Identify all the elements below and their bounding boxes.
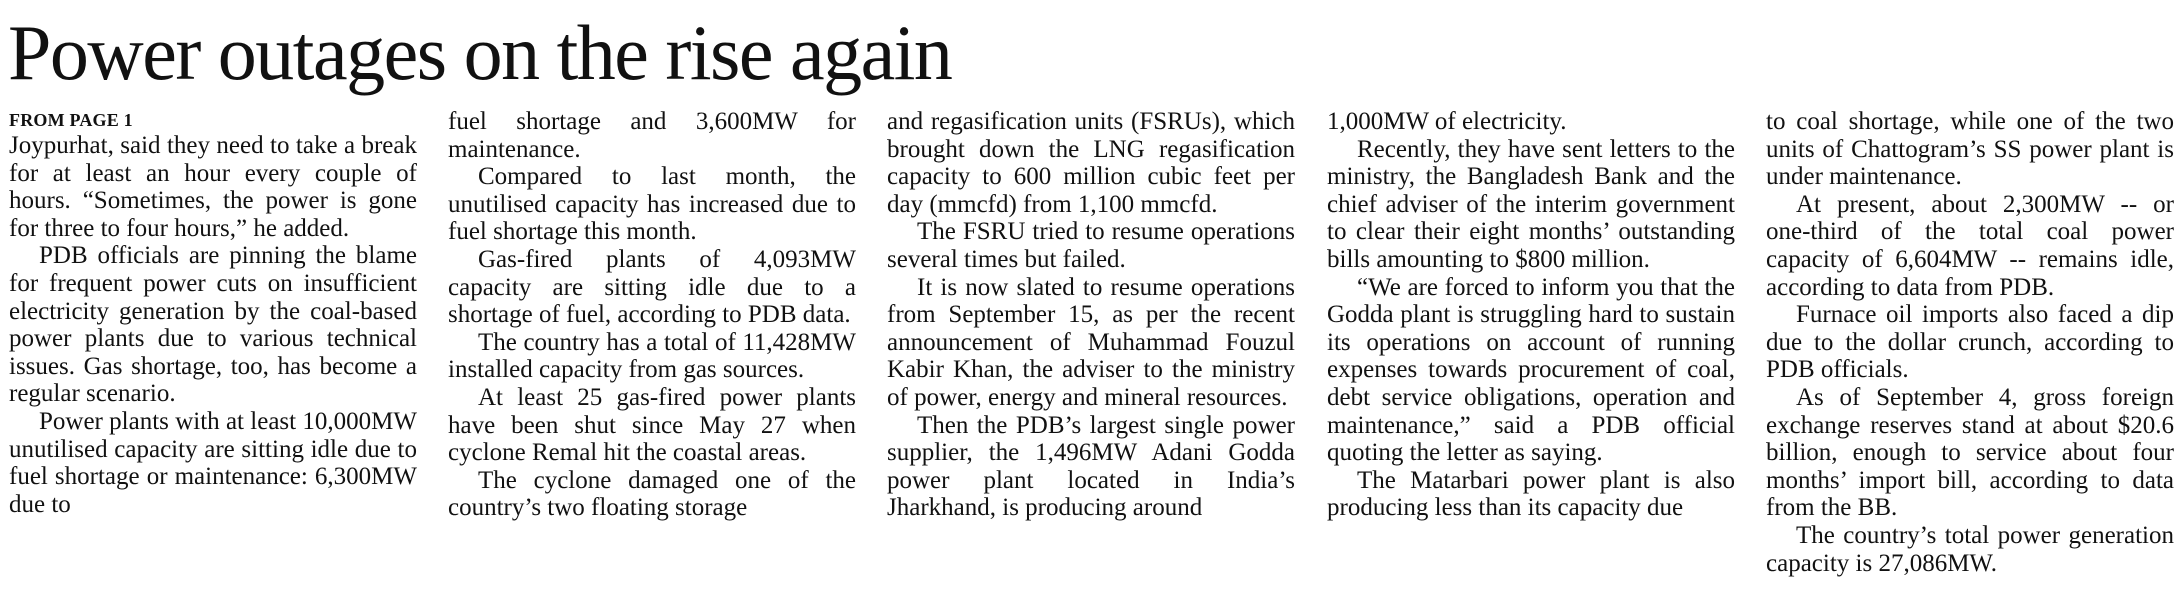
- paragraph: 1,000MW of electricity.: [1327, 108, 1567, 135]
- paragraph: Furnace oil imports also faced a dip due to the dollar crunch, according to PDB officials.: [1766, 301, 2174, 384]
- paragraph: The cyclone damaged one of the country’s two floating storage: [448, 466, 856, 522]
- article-column-4: [1327, 108, 1735, 593]
- paragraph: Gas-fired plants of 4,093MW capacity are sitting idle due to a shortage of fuel, according to PDB data.: [448, 245, 856, 329]
- paragraph: The country has a total of 11,428MW installed capacity from gas sources.: [448, 328, 856, 384]
- paragraph: Then the PDB’s largest single power supplier, the 1,496MW Adani Godda power plant located in India’s Jharkhand, is producing around: [887, 411, 1295, 522]
- article-column-3: [887, 108, 1295, 593]
- article-body: [9, 108, 2177, 593]
- paragraph: The FSRU tried to resume operations several times but failed.: [887, 218, 1295, 273]
- paragraph: As of September 4, gross foreign exchange reserves stand at about $20.6 billion, enough to service about four months’ import bill, according to data from the BB.: [1766, 383, 2174, 522]
- headline: Power outages on the rise again: [8, 9, 952, 96]
- paragraph: At present, about 2,300MW -- or one-third of the total coal power capacity of 6,604MW -- remains idle, according to data from PDB.: [1766, 190, 2174, 301]
- paragraph: Compared to last month, the unutilised capacity has increased due to fuel shortage this month.: [448, 163, 856, 246]
- paragraph: The Matarbari power plant is also producing less than its capacity due: [1327, 466, 1735, 522]
- paragraph: Joypurhat, said they need to take a break for at least an hour every couple of hours. “Sometimes, the power is gone for three to four hours,” he added.: [9, 132, 417, 242]
- paragraph: “We are forced to inform you that the Godda plant is struggling hard to sustain its operations on account of running expenses towards procurement of coal, debt service obligations, operation and maintenance,” said a PDB official quoting the letter as saying.: [1327, 273, 1735, 467]
- paragraph: At least 25 gas-fired power plants have been shut since May 27 when cyclone Remal hit the coastal areas.: [448, 383, 856, 467]
- paragraph: to coal shortage, while one of the two units of Chattogram’s SS power plant is under maintenance.: [1766, 108, 2174, 191]
- article-column-1: [9, 108, 417, 593]
- paragraph: and regasification units (FSRUs), which brought down the LNG regasification capacity to 600 million cubic feet per day (mmcfd) from 1,100 mmcfd.: [887, 108, 1295, 218]
- paragraph: It is now slated to resume operations from September 15, as per the recent announcement of Muhammad Fouzul Kabir Khan, the adviser to the ministry of power, energy and mineral resources.: [887, 273, 1295, 411]
- article-column-2: [448, 108, 856, 593]
- article-column-5: [1766, 108, 2174, 593]
- paragraph: Power plants with at least 10,000MW unutilised capacity are sitting idle due to fuel shortage or maintenance: 6,300MW due to: [9, 407, 417, 518]
- paragraph: fuel shortage and 3,600MW for maintenance.: [448, 108, 856, 163]
- continuation-kicker: FROM PAGE 1: [9, 110, 133, 130]
- paragraph: PDB officials are pinning the blame for frequent power cuts on insufficient electricity generation by the coal-based power plants due to various technical issues. Gas shortage, too, has become a regular scenario.: [9, 242, 417, 408]
- paragraph: The country’s total power generation capacity is 27,086MW.: [1766, 521, 2174, 577]
- paragraph: Recently, they have sent letters to the ministry, the Bangladesh Bank and the chief adviser of the interim government to clear their eight months’ outstanding bills amounting to $800 million.: [1327, 135, 1735, 273]
